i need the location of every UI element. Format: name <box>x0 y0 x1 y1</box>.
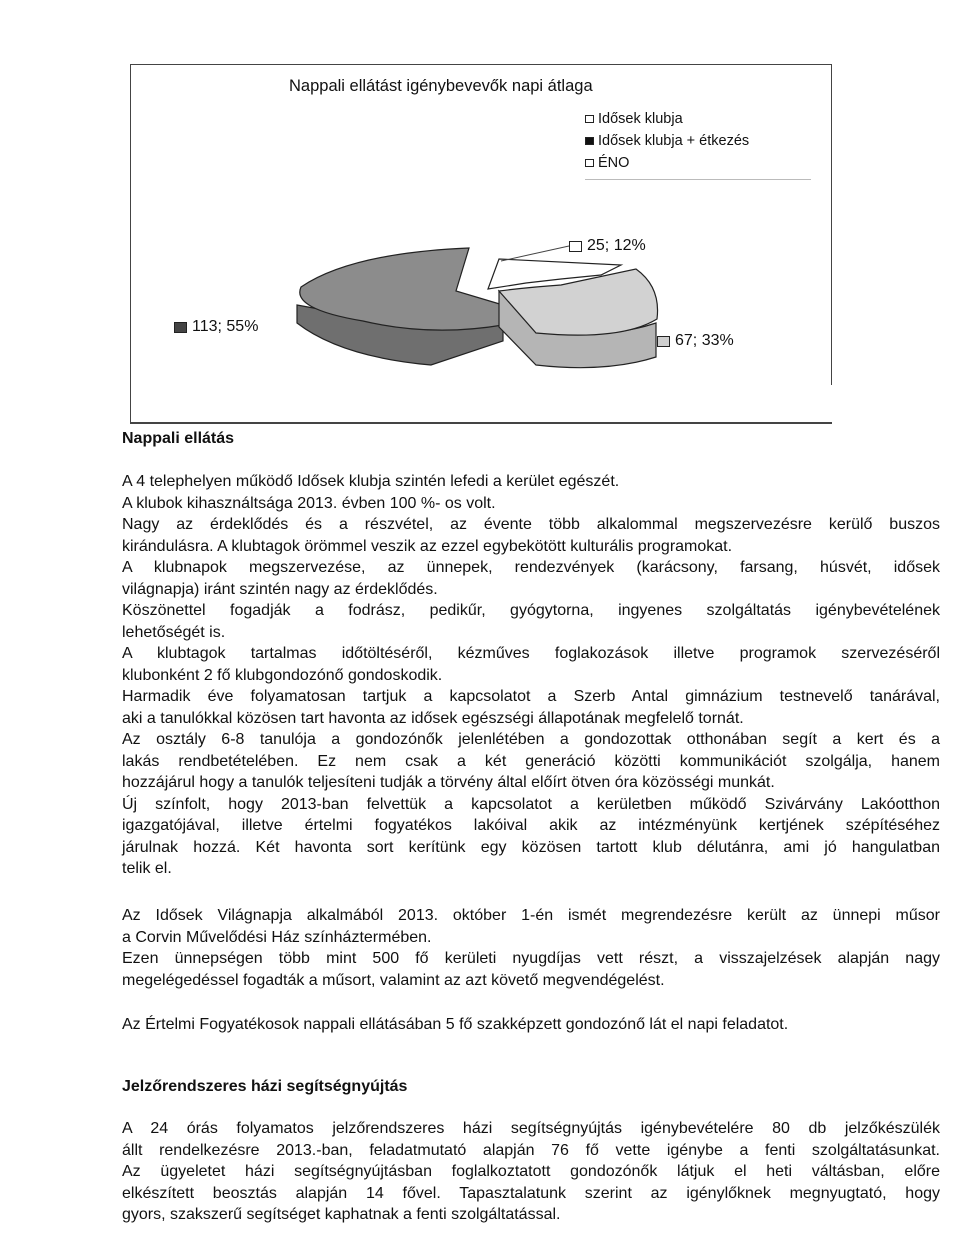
paragraph-line: gyors, szakszerű segítséget kaphatnak a fenti szolgáltatással. <box>122 1206 561 1223</box>
paragraph-line: Nagy az érdeklődés és a részvétel, az évente több alkalommal megszervezésre kerülő buszos <box>122 516 940 533</box>
data-label-text: 113; 55% <box>192 318 259 335</box>
paragraph-line: elkészített beosztás alapján 14 fővel. Tapasztalatunk szerint az igénylőknek megnyugtató, hogy <box>122 1184 940 1202</box>
paragraph-line: igazgatójával, illetve értelmi fogyatékos lakóival akik az intézményünk kertjének szépítéséhez <box>122 817 940 834</box>
paragraph-line: kirándulásra. A klubtagok örömmel veszik az ezzel egybekötött kulturális programokat. <box>122 537 733 555</box>
paragraph-line: Az ügyeletet házi segítségnyújtásban foglalkoztatott gondozónők látjuk el heti váltásban, előre <box>122 1163 940 1180</box>
data-label-swatch <box>569 241 582 252</box>
pie-chart <box>131 65 833 425</box>
paragraph-line: a Corvin Művelődési Ház színháztermében. <box>122 928 432 946</box>
paragraph-line: hozzájárul hogy a tanulók teljesíteni tudják a törvény által előírt ötven óra közösségi munkát. <box>122 774 775 791</box>
paragraph-line: A klubnapok megszervezése, az ünnepek, rendezvények (karácsony, farsang, húsvét, idősek <box>122 559 940 576</box>
paragraph-line: A 4 telephelyen működő Idősek klubja szintén lefedi a kerület egészét. <box>122 473 620 490</box>
data-label-text: 67; 33% <box>675 332 734 349</box>
section-heading-nappali-ellatas: Nappali ellátás <box>122 430 235 447</box>
paragraph-line: Az osztály 6-8 tanulója a gondozónők jelenlétében a gondozottak otthonában segít a kert és a <box>122 731 940 748</box>
paragraph-line: világnapja) iránt szintén nagy az érdeklődés. <box>122 580 438 598</box>
data-label-idosek-klubja-etkezes <box>174 318 258 336</box>
leader-line <box>501 246 569 261</box>
legend-label: Idősek klubja <box>598 111 683 127</box>
legend-label: Idősek klubja + étkezés <box>598 133 750 149</box>
paragraph-line: lakás rendbetételében. Ez nem csak a két generáció közötti kommunikációt szolgálja, hanem <box>122 752 940 770</box>
section-heading-jelzorendszeres: Jelzőrendszeres házi segítségnyújtás <box>122 1078 408 1095</box>
paragraph-line: klubonként 2 fő klubgondozónő gondoskodik. <box>122 666 443 684</box>
data-label-text: 25; 12% <box>587 237 646 254</box>
paragraph-line: megelégedéssel fogadták a műsort, valamint az azt követő megvendégelést. <box>122 971 665 989</box>
paragraph-line: aki a tanulókkal közösen tart havonta az idősek egészségi állapotának megfelelő tornát. <box>122 709 744 727</box>
paragraph-erteimi-fogyatekosok <box>122 1014 940 1036</box>
data-label-swatch <box>657 336 670 347</box>
data-label-swatch <box>174 322 187 333</box>
paragraph-line: Az Idősek Világnapja alkalmából 2013. október 1-én ismét megrendezésre került az ünnepi műsor <box>122 907 940 924</box>
paragraph-line: A klubtagok tartalmas időtöltéséről, kézműves foglakozások illetve programok szervezéséről <box>122 645 940 662</box>
paragraph-line: Új színfolt, hogy 2013-ban felvettük a kapcsolatot a kerületben működő Szivárvány Lakóotthon <box>122 795 940 813</box>
paragraph-idosek-vilagnapja <box>122 905 940 991</box>
data-label-idosek-klubja <box>657 332 734 350</box>
section-nappali-ellatas-body <box>122 471 940 880</box>
paragraph-line: A 24 órás folyamatos jelzőrendszeres házi segítségnyújtás igénybevételére 80 db jelzőkészülék <box>122 1120 940 1137</box>
paragraph-line: telik el. <box>122 860 172 877</box>
paragraph-line: Ezen ünnepségen több mint 500 fő kerületi nyugdíjas vett részt, a visszajelzések alapján nagy <box>122 950 940 967</box>
data-label-eno <box>569 237 646 255</box>
paragraph-line: Harmadik éve folyamatosan tartjuk a kapcsolatot a Szerb Antal gimnázium testnevelő tanárával, <box>122 688 940 705</box>
paragraph-line: lehetőségét is. <box>122 623 226 641</box>
chart-frame <box>130 64 832 424</box>
paragraph-line: Az Értelmi Fogyatékosok nappali ellátásában 5 fő szakképzett gondozónő lát el napi feladatot. <box>122 1016 789 1033</box>
section-jelzorendszeres-body <box>122 1118 940 1226</box>
chart-title: Nappali ellátást igénybevevők napi átlaga <box>289 77 593 95</box>
paragraph-line: A klubok kihasználtsága 2013. évben 100 %- os volt. <box>122 494 496 512</box>
legend-label: ÉNO <box>598 155 630 171</box>
paragraph-line: Köszönettel fogadják a fodrász, pedikűr, gyógytorna, ingyenes szolgáltatás igénybevételének <box>122 602 940 619</box>
paragraph-line: állt rendelkezésre 2013.-ban, feladatmutató alapján 76 fő vette igénybe a fenti szolgáltatásunkat. <box>122 1141 940 1159</box>
paragraph-line: járulnak hozzá. Két havonta sort kerítünk egy közösen tartott klub délutánra, ami jó hangulatban <box>122 838 940 856</box>
